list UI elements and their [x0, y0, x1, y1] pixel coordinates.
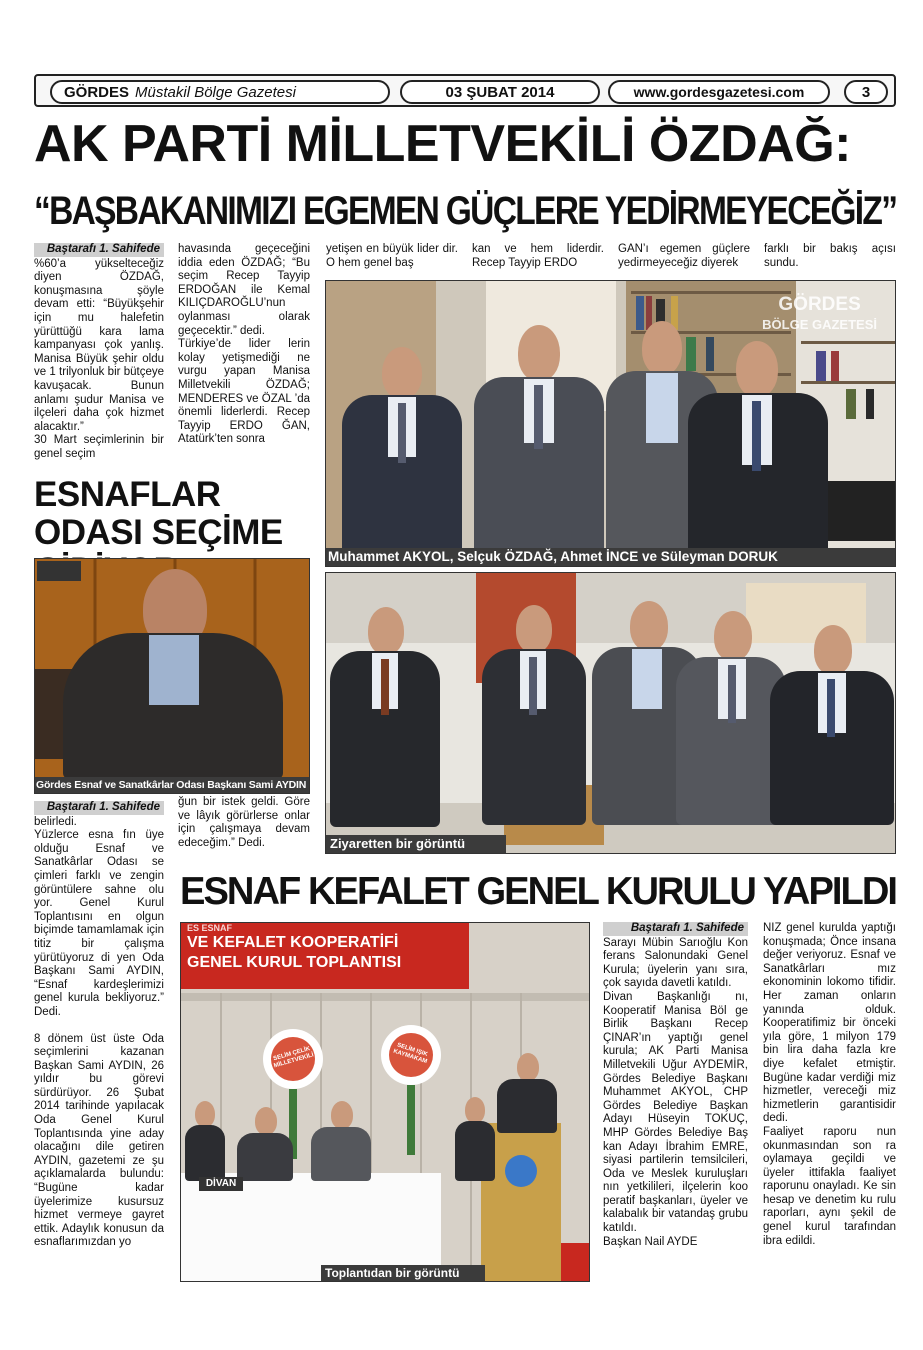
- person-muhammet-akyol: [342, 347, 462, 557]
- esnaf-odasi-col1b-text: Yüzlerce esna fın üye olduğu Esnaf ve Sanatkârlar Odası se çimleri farklı ve zengin görüntülere sahne olu yor. Genel Kurul Toplantısını en olgun biçimde tamamlamak için titiz bir çalışma yürütüyoruz di yen Oda Başkanı Sami AYDIN, “Esnaf kardeşlerimizi genel kurula bekliyoruz.” Dedi.: [34, 829, 164, 1018]
- esnaf-odasi-column-2: [178, 796, 310, 856]
- watermark-line-1: GÖRDES: [778, 294, 861, 315]
- newspaper-name[interactable]: [50, 80, 390, 104]
- issue-date: 03 ŞUBAT 2014: [400, 80, 600, 104]
- article1-col1-text: %60’a yükselteceğiz diyen ÖZDAĞ, konuşmasına şöyle devam etti: “Büyükşehir için mu halefetin yürüttüğü kara lama kampanyası çok yanlış. Manisa Büyük şehir oldu ve 1 trilyonluk bir bütçeye kavuşacak. Bunun anlamı şudur Manisa ve ilçeleri daha çok hizmet alacaktır.”: [34, 257, 164, 433]
- main-headline: AK PARTİ MİLLETVEKİLİ ÖZDAĞ:: [34, 116, 851, 172]
- esnaf-kefalet-column-1: [603, 922, 748, 1284]
- article1-col1b-text: 30 Mart seçimlerinin bir genel seçim: [34, 434, 164, 460]
- photo-visit: [325, 572, 896, 854]
- banner-line-1: VE KEFALET KOOPERATİFİ: [187, 934, 399, 951]
- article1-col2b-text: Türkiye’de lider lerin kolay yetişmediği ne vurgu yapan Manisa Milletvekili ÖZDAĞ; MENDERES ve ÖZAL ’da önemli liderlerdi. Recep Tayyip ERDO ĞAN, Atatürk’ten sonra: [178, 338, 310, 446]
- wreath-ribbon-1: SELİM ÇELİK MİLLETVEKİLİ: [272, 1046, 315, 1070]
- article1-column-1: [34, 243, 164, 471]
- esnaf-odasi-column-1: [34, 801, 164, 1281]
- visitor-person-1: [330, 607, 440, 827]
- assembly-person-2: [237, 1107, 293, 1181]
- photo1-caption: Muhammet AKYOL, Selçuk ÖZDAĞ, Ahmet İNCE ve Süleyman DORUK: [326, 548, 895, 566]
- wreath-ribbon-2: SELİM IŞIK KAYMAKAM: [392, 1042, 429, 1066]
- assembly-person-1: [185, 1101, 225, 1181]
- article1-column-4: [472, 243, 604, 275]
- newspaper-name-subtitle: Müstakil Bölge Gazetesi: [135, 83, 296, 101]
- article1-column-2: [178, 243, 310, 471]
- masthead-bar: [34, 74, 896, 107]
- esnaf-kefalet-column-2: [763, 922, 896, 1284]
- esnaf-kefalet-kicker: Baştarafı 1. Sahifede: [603, 922, 748, 936]
- watermark-line-2: BÖLGE GAZETESİ: [762, 317, 877, 332]
- page-number: 3: [844, 80, 888, 104]
- assembly-person-3: [311, 1101, 371, 1181]
- article1-col4-text: kan ve hem liderdir. Recep Tayyip ERDO: [472, 243, 604, 269]
- speaker-at-podium: [497, 1053, 557, 1133]
- esnaf-kefalet-col1b-text: Divan Başkanlığı nı, Kooperatif Manisa Böl ge Birlik Başkanı Recep ÇINAR’ın yaptığı genel kurula; AK Parti Manisa Milletvekili Uğur AYDEMİR, Gördes Belediye Başkanı Muhammet AKYOL, CHP Gördes Belediye Başkan Adayı Hüseyin TOKUÇ, MHP Gördes Belediye Baş kan Adayı İbrahim EMRE, siyasi partilerin temsilcileri, Oda ve Meslek kuruluşları nın yetkilileri, ilçelerin koo peratif başkanları, üyeler ve kalabalık bir vatandaş grubu katıldı.: [603, 990, 748, 1235]
- website-link[interactable]: www.gordesgazetesi.com: [608, 80, 830, 104]
- article1-col2a-text: havasında geçeceğini iddia eden ÖZDAĞ; “Bu seçim Recep Tayyip ERDOĞAN ile Kemal KILIÇDAROĞLU’nun oylanması olarak geçecektir.” dedi.: [178, 243, 310, 337]
- photo-general-assembly: [180, 922, 590, 1282]
- esnaf-kefalet-col2a-text: NİZ genel kurulda yaptığı konuşmada; Önce insana değer veriyoruz. Esnaf ve Sanatkârları mız ekonominin lokomo tifidir. Her zaman onların yanında olduk. Kooperatifimiz bir önceki yıla göre, 1 milyon 179 bin lira daha fazla kre diye kefalet etmiştir. Bugüne kadar verdiği miz hizmetler, vereceği miz hizmetlerin garantisidir dedi.: [763, 922, 896, 1125]
- esnaf-odasi-kicker: Baştarafı 1. Sahifede: [34, 801, 164, 815]
- sami-aydin-caption: Gördes Esnaf ve Sanatkârlar Odası Başkanı Sami AYDIN: [35, 777, 309, 793]
- esnaf-kefalet-col2b-text: Faaliyet raporu nun okunmasından son ra oylamaya geçildi ve üyeler ittifakla faaliyet raporunu onayladı. Ke sin hesap ve denetim ku rulu raporları, aynı şekil de genel kurul tarafından ibra edildi.: [763, 1125, 896, 1247]
- photo-sami-aydin: [34, 558, 310, 794]
- assembly-photo-caption: Toplantıdan bir görüntü: [321, 1265, 485, 1281]
- visitor-person-2: [482, 605, 586, 825]
- article1-column-3: [326, 243, 458, 275]
- article1-column-5: [618, 243, 750, 275]
- visit-photo-caption: Ziyaretten bir görüntü: [326, 835, 506, 853]
- esnaf-kefalet-col1a-text: Sarayı Mübin Sarıoğlu Kon ferans Salonundaki Genel Kurula; üyelerin yanı sıra, çok sayıda davetli katıldı.: [603, 936, 748, 990]
- esnaf-odasi-col2-text: ğun bir istek geldi. Göre ve lâyık görürlerse onlar için çalışmaya devam edeceğim.” Dedi.: [178, 796, 310, 849]
- article1-column-6: [764, 243, 896, 275]
- esnaf-odasi-col1c-text: 8 dönem üst üste Oda seçimlerini kazanan Başkan Sami AYDIN, 26 yıldır bu görevi sürdürüyor. 26 Şubat 2014 tarihinde yapılacak Oda Genel Kurul Toplantısında yine aday olacağını dile getiren AYDIN, gazetemi ze şu açıklamalarda bulundu: “Bugüne kadar üyelerimize kusursuz hizmet vermeye gayret ettik. Adaylık konusun da esnaflarımızdan yo: [34, 1032, 164, 1249]
- divan-table-sign: DİVAN: [199, 1177, 243, 1191]
- assembly-person-4: [455, 1097, 495, 1181]
- person-sami-aydin: [63, 569, 283, 779]
- visitor-person-5: [770, 625, 894, 825]
- article1-col3-text: yetişen en büyük lider dir. O hem genel baş: [326, 243, 458, 269]
- esnaf-odasi-headline: ESNAFLAR ODASI SEÇİME: [34, 475, 283, 552]
- esnaf-kefalet-headline: ESNAF KEFALET GENEL KURULU YAPILDI: [180, 870, 897, 913]
- person-suleyman-doruk: [688, 341, 828, 557]
- article1-col5-text: ĞAN’ı egemen güçlere yedirmeyeceğiz diyerek: [618, 243, 750, 269]
- person-selcuk-ozdag: [474, 325, 604, 557]
- newspaper-watermark: [762, 295, 877, 335]
- photo-four-men-library: [325, 280, 896, 567]
- banner-line-2: GENEL KURUL TOPLANTISI: [187, 954, 402, 971]
- banner-top-text: ES ESNAF: [187, 923, 233, 933]
- esnaf-odasi-col1-text: belirledi.: [34, 815, 77, 828]
- esnaf-kefalet-col1c-text: Başkan Nail AYDE: [603, 1235, 698, 1248]
- newspaper-name-bold: GÖRDES: [64, 83, 130, 101]
- article1-kicker: Baştarafı 1. Sahifede: [34, 243, 164, 257]
- article1-col6-text: farklı bir bakış açısı sundu.: [764, 243, 896, 269]
- assembly-banner: [181, 923, 469, 973]
- quote-headline: “BAŞBAKANIMIZI EGEMEN GÜÇLERE YEDİRMEYECEĞİZ”: [34, 189, 897, 233]
